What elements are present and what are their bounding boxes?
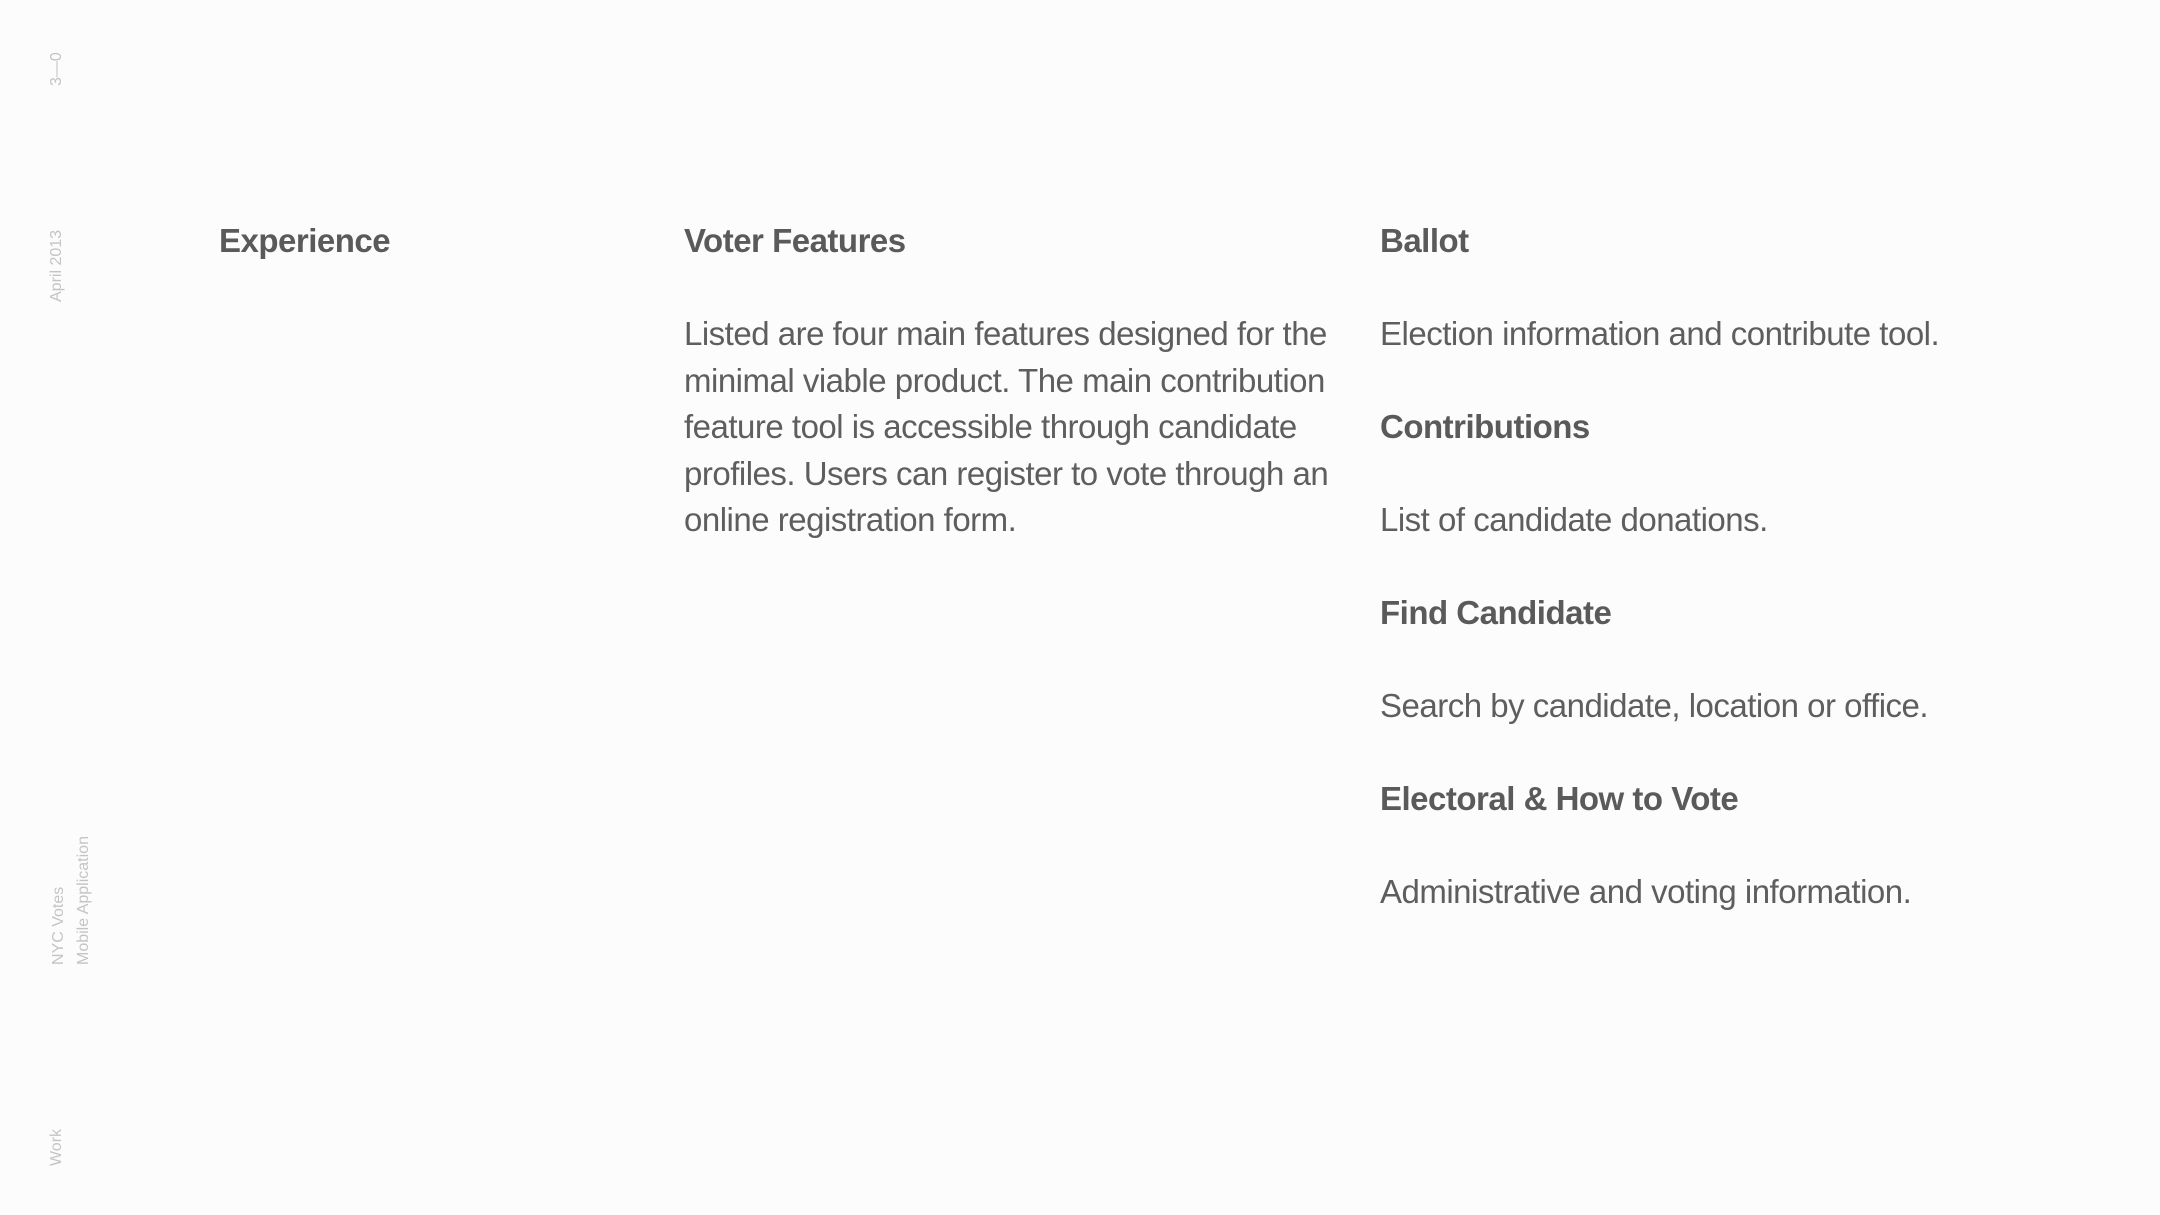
date-label [46, 230, 68, 302]
feature-title-contributions: Contributions [1380, 408, 1590, 445]
page-number-text: 3—0 [48, 52, 65, 86]
date-text: April 2013 [48, 229, 65, 302]
section-label [46, 1129, 68, 1166]
feature-desc-contributions: List of candidate donations. [1380, 501, 1768, 538]
page-number [46, 52, 68, 86]
voter-features-description: Listed are four main features designed for the minimal viable product. The main contribution feature tool is accessible through candidate profiles. Users can register to vote through an online registration form. [684, 315, 1329, 538]
section-text: Work [48, 1128, 65, 1166]
feature-desc-electoral: Administrative and voting information. [1380, 873, 1912, 910]
feature-title-electoral: Electoral & How to Vote [1380, 780, 1739, 817]
feature-desc-find-candidate: Search by candidate, location or office. [1380, 687, 1929, 724]
project-label [46, 836, 96, 965]
feature-title-ballot: Ballot [1380, 222, 1469, 259]
feature-title-find-candidate: Find Candidate [1380, 594, 1612, 631]
experience-heading: Experience [219, 222, 391, 259]
project-name: NYC Votes [50, 886, 67, 965]
project-type: Mobile Application [75, 836, 92, 965]
voter-features-heading: Voter Features [684, 222, 906, 259]
feature-desc-ballot: Election information and contribute tool. [1380, 315, 1940, 352]
